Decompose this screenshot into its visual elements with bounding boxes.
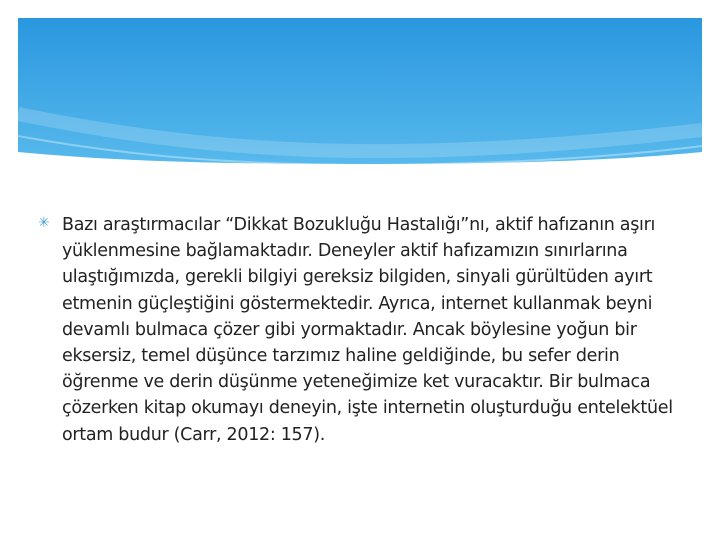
- header-banner: [18, 18, 702, 178]
- banner-graphic: [18, 18, 702, 178]
- asterisk-bullet-icon: ✳: [38, 215, 50, 231]
- bullet-item: [38, 212, 698, 448]
- content-area: [38, 212, 698, 448]
- bullet-paragraph: Bazı araştırmacılar “Dikkat Bozukluğu Hastalığı”nı, aktif hafızanın aşırı yüklenmesine bağlamaktadır. Deneyler aktif hafızamızın sınırlarına ulaştığımızda, gerekli bilgiyi gereksiz bilgiden, sinyali gürültüden ayırt etmenin güçleştiğini göstermektedir. Ayrıca, internet kullanmak beyni devamlı bulmaca çözer gibi yormaktadır. Ancak böylesine yoğun bir eksersiz, temel düşünce tarzımız haline geldiğinde, bu sefer derin öğrenme ve derin düşünme yeteneğimize ket vuracaktır. Bir bulmaca çözerken kitap okumayı deneyin, işte internetin oluşturduğu entelektüel ortam budur (Carr, 2012: 157).: [62, 215, 673, 445]
